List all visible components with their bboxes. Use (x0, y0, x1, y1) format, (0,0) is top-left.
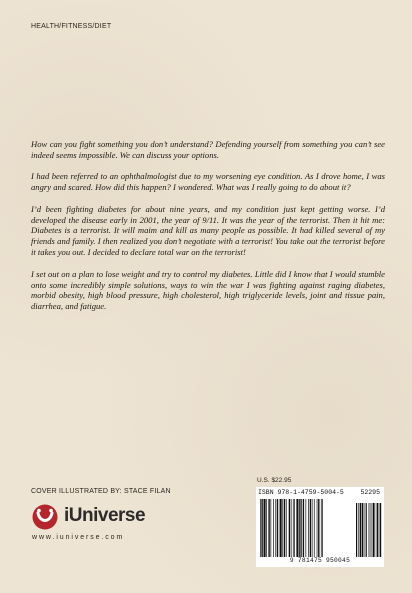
cover-illustrator-credit: COVER ILLUSTRATED BY: STACE FILAN (31, 488, 171, 495)
iuniverse-swirl-icon (31, 503, 61, 531)
publisher-logo (31, 503, 181, 531)
publisher-url: www.iuniverse.com (32, 534, 125, 541)
back-cover-blurb (31, 139, 385, 323)
blurb-paragraph-1: How can you fight something you don’t understand? Defending yourself from something you can’t see indeed seems impossible. We can discuss your options. (31, 139, 385, 160)
blurb-paragraph-2: I had been referred to an ophthalmologist due to my worsening eye condition. As I drove home, I was angry and scared. How did this happen? I wondered. What was I really going to do about it? (31, 171, 385, 193)
barcode-graphic (258, 499, 382, 557)
category-label: HEALTH/FITNESS/DIET (31, 23, 112, 30)
price-code: 52295 (360, 489, 380, 496)
isbn-label (258, 489, 382, 496)
publisher-name: iUniverse (64, 505, 146, 526)
blurb-paragraph-3: I’d been fighting diabetes for about nine years, and my condition just kept getting worse. I’d developed the disease early in 2001, the year of 9/11. It was the year of the terrorist. Then it hit me: Diabetes is a terrorist. It will maim and kill as many people as possible. It had killed several of my friends and family. I then realized you don’t negotiate with a terrorist! You take out the terrorist before it takes you out. I decided to declare total war on the terrorist! (31, 203, 385, 258)
price-label: U.S. $22.95 (257, 477, 292, 484)
ean-digits: 9 781475 950045 (289, 557, 351, 564)
blurb-paragraph-4: I set out on a plan to lose weight and try to control my diabetes. Little did I know that I would stumble onto some incredibly simple solutions, ways to win the war I was fighting against raging diabetes, morbid obesity, high blood pressure, high cholesterol, high triglyceride levels, joint and tissue pain, diarrhea, and fatigue. (31, 268, 385, 312)
barcode-block (256, 487, 384, 567)
isbn-number: ISBN 978-1-4759-5004-5 (258, 489, 344, 496)
